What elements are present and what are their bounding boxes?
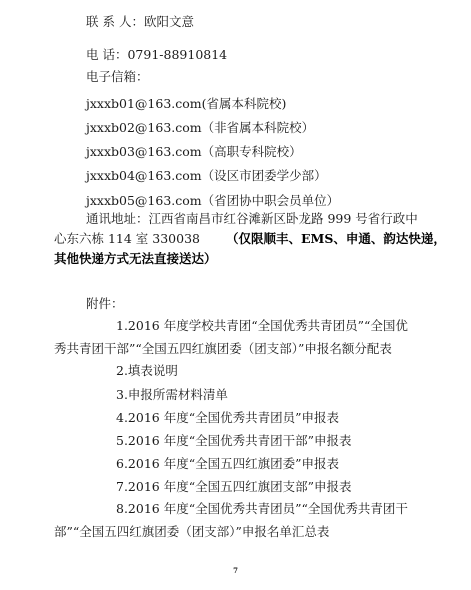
- email-label: 电子信箱：: [86, 69, 149, 84]
- attachment-item: 7.2016 年度“全国五四红旗团支部”申报表: [116, 479, 352, 494]
- email-address[interactable]: jxxxb04@163.com（设区市团委学少部）: [86, 168, 327, 183]
- mailing-address-cont: 心东六栋 114 室 330038: [54, 231, 200, 246]
- email-address[interactable]: jxxxb03@163.com（高职专科院校）: [86, 144, 302, 159]
- mailing-address: 通讯地址：江西省南昌市红谷滩新区卧龙路 999 号省行政中: [86, 211, 418, 226]
- attachment-item: 2.填表说明: [116, 363, 178, 378]
- attachment-item-cont: 秀共青团干部”“全国五四红旗团委（团支部）”申报名额分配表: [54, 341, 392, 356]
- email-address[interactable]: jxxxb05@163.com（省团协中职会员单位）: [86, 193, 340, 208]
- page-number: 7: [233, 566, 238, 575]
- attachment-item: 5.2016 年度“全国优秀共青团干部”申报表: [116, 433, 352, 448]
- email-address[interactable]: jxxxb02@163.com（非省属本科院校）: [86, 120, 315, 135]
- attachment-item: 1.2016 年度学校共青团“全国优秀共青团员”“全国优: [116, 318, 408, 333]
- email-address[interactable]: jxxxb01@163.com(省属本科院校): [86, 96, 287, 111]
- attachments-label: 附件：: [86, 296, 124, 311]
- attachment-item: 6.2016 年度“全国五四红旗团委”申报表: [116, 456, 339, 471]
- attachment-item: 8.2016 年度“全国优秀共青团员”“全国优秀共青团干: [116, 501, 408, 516]
- attachment-item: 4.2016 年度“全国优秀共青团员”申报表: [116, 410, 339, 425]
- contact-phone: 电 话：0791-88910814: [86, 47, 228, 62]
- attachment-item: 3.申报所需材料清单: [116, 387, 228, 402]
- delivery-note: （仅限顺丰、EMS、申通、韵达快递，: [226, 231, 446, 246]
- contact-person: 联 系 人：欧阳文意: [86, 14, 194, 29]
- attachment-item-cont: 部”“全国五四红旗团委（团支部）”申报名单汇总表: [54, 524, 330, 539]
- delivery-note-cont: 其他快递方式无法直接送达）: [54, 251, 217, 266]
